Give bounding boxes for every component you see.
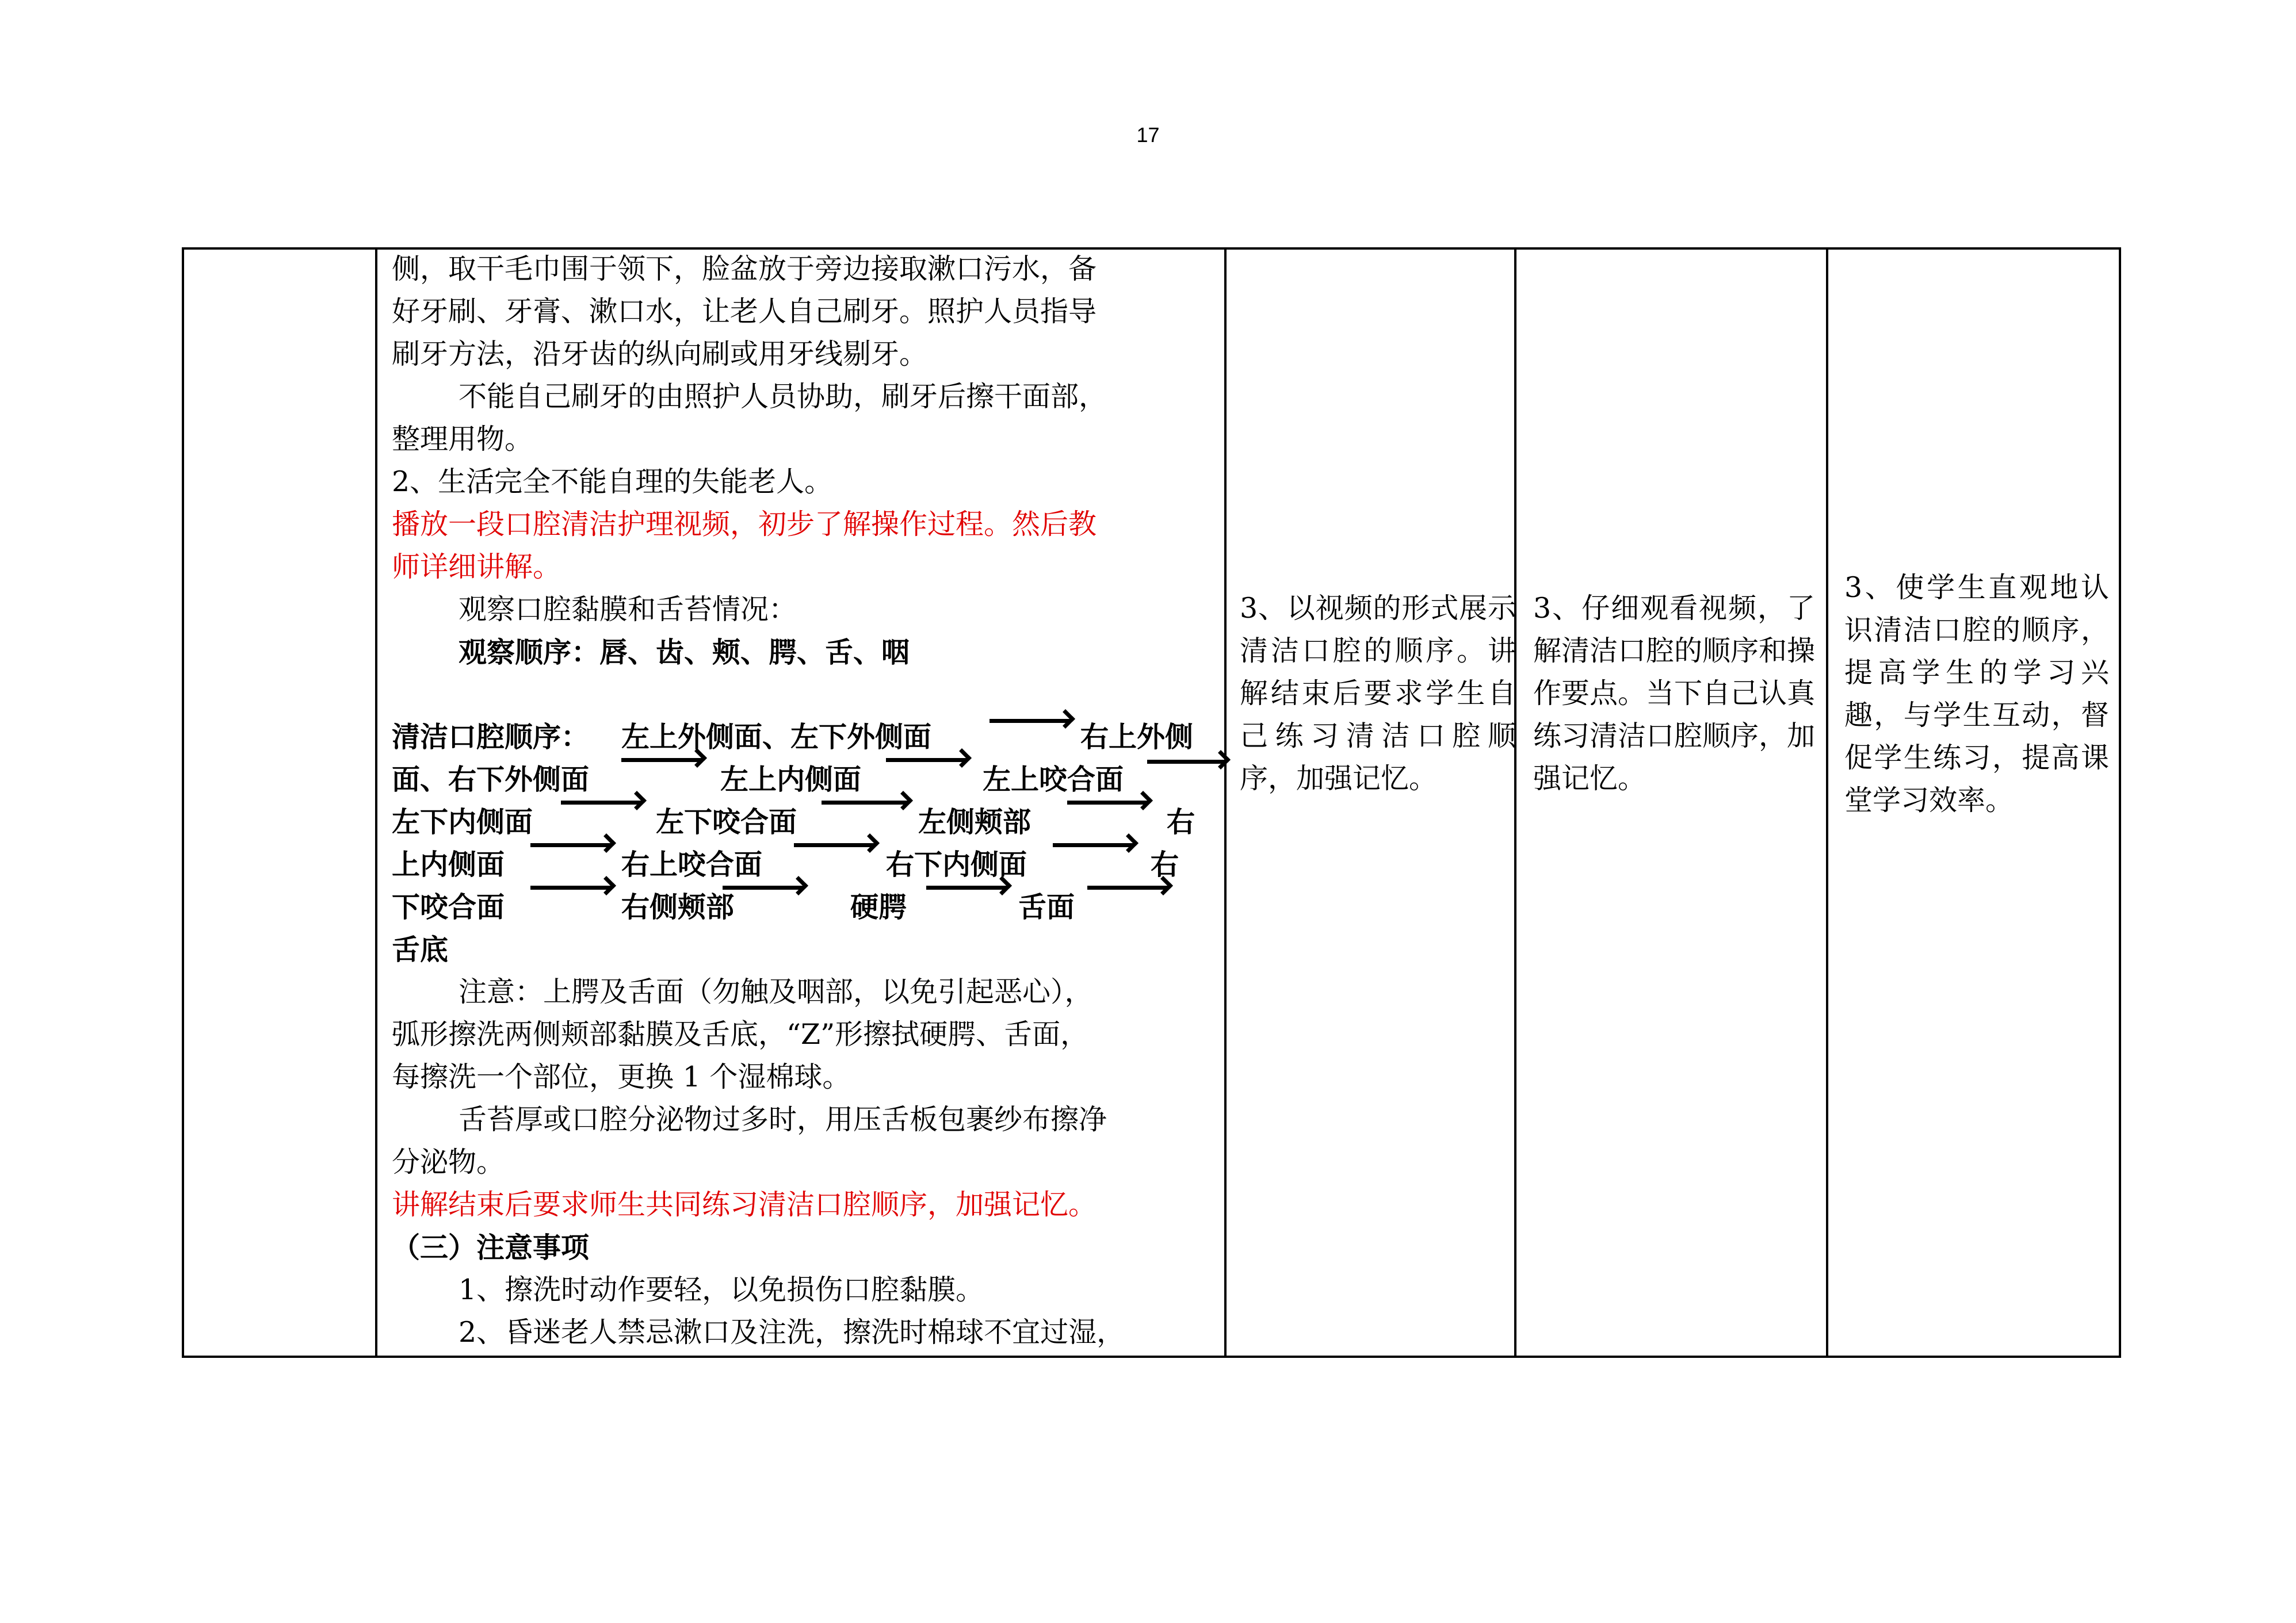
observe-order: 观察顺序：唇、齿、颊、腭、舌、咽 [459,636,910,669]
flow-step: 右 [1151,848,1179,881]
red-instruction: 讲解结束后要求师生共同练习清洁口腔顺序，加强记忆。 [392,1188,1097,1221]
text-line: 刷牙方法，沿牙齿的纵向刷或用牙线剔牙。 [392,338,928,370]
text-line: 整理用物。 [392,423,533,455]
flow-step: 左上内侧面 [720,763,862,796]
flow-step: 下咬合面 [392,890,505,924]
table-border-left [182,247,184,1358]
flow-step: 左下咬合面 [656,805,797,839]
table-divider-1 [375,247,377,1358]
text-line: 舌苔厚或口腔分泌物过多时，用压舌板包裹纱布擦净 [459,1103,1107,1136]
section-heading: （三）注意事项 [392,1231,590,1264]
arrow-icon [530,886,611,890]
table-divider-2 [1224,247,1227,1358]
flow-step: 硬腭 [850,890,907,924]
text-line: 弧形擦洗两侧颊部黏膜及舌底，“Z”形擦拭硬腭、舌面， [392,1018,1089,1051]
flow-step: 面、右下外侧面 [392,763,590,796]
flow-step: 左上咬合面 [983,763,1124,796]
flow-step: 右侧颊部 [621,890,735,924]
teacher-activity-cell: 3、以视频的形式展示清洁口腔的顺序。讲解结束后要求学生自己练习清洁口腔顺序，加强记忆。 [1240,592,1516,795]
item-heading: 2、生活完全不能自理的失能老人。 [392,465,833,498]
text-line: 好牙刷、牙膏、漱口水，让老人自己刷牙。照护人员指导 [392,295,1097,328]
design-intent-cell: 3、使学生直观地认识清洁口腔的顺序，提高学生的学习兴趣，与学生互动，督促学生练习，提高课堂学习效率。 [1844,571,2109,817]
table-divider-3 [1514,247,1516,1358]
flow-label: 清洁口腔顺序： [392,720,590,753]
arrow-icon [926,886,1007,890]
arrow-icon [723,886,803,890]
arrow-icon [822,801,908,805]
flow-step: 舌面 [1018,890,1075,924]
flow-step: 右上外侧 [1080,720,1194,753]
arrow-icon [990,719,1070,723]
content-cell-lower [392,971,1220,1354]
table-bottom-border [182,1356,2121,1358]
text-line: 侧，取干毛巾围于领下，脸盆放于旁边接取漱口污水，备 [392,252,1097,285]
flow-step: 舌底 [392,933,449,966]
table-border-right [2119,247,2121,1358]
red-instruction: 师详细讲解。 [392,550,561,583]
page-number: 17 [1136,123,1160,147]
table-divider-4 [1826,247,1828,1358]
flow-step: 上内侧面 [392,848,505,881]
flow-step: 左下内侧面 [392,805,533,839]
arrow-icon [886,758,966,762]
student-activity-cell: 3、仔细观看视频，了解清洁口腔的顺序和操作要点。当下自己认真练习清洁口腔顺序，加强记忆。 [1533,592,1816,795]
text-line: 注意：上腭及舌面（勿触及咽部，以免引起恶心）， [459,975,1093,1008]
arrow-icon [561,801,641,805]
text-line: 不能自己刷牙的由照护人员协助，刷牙后擦干面部， [459,380,1107,413]
flow-step: 右下内侧面 [886,848,1027,881]
flow-step: 左上外侧面、左下外侧面 [621,720,932,753]
content-cell-upper [392,248,1220,673]
text-line: 分泌物。 [392,1146,505,1178]
arrow-icon [1067,801,1148,805]
text-line: 1、擦洗时动作要轻，以免损伤口腔黏膜。 [459,1273,984,1306]
arrow-icon [1147,760,1225,764]
arrow-icon [1053,843,1133,847]
arrow-icon [1087,886,1168,890]
arrow-icon [621,758,702,762]
text-line: 每擦洗一个部位，更换 1 个湿棉球。 [392,1061,851,1093]
arrow-icon [530,843,611,847]
flow-step: 左侧颊部 [918,805,1032,839]
text-line: 观察口腔黏膜和舌苔情况： [459,593,797,626]
arrow-icon [794,843,874,847]
flow-step: 右 [1167,805,1195,839]
flow-step: 右上咬合面 [621,848,763,881]
red-instruction: 播放一段口腔清洁护理视频，初步了解操作过程。然后教 [392,508,1097,541]
text-line: 2、昏迷老人禁忌漱口及注洗，擦洗时棉球不宜过湿， [459,1316,1125,1349]
